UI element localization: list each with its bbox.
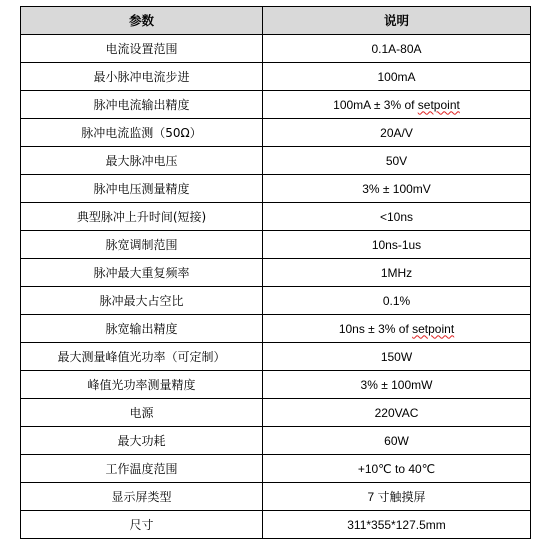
param-cell: 脉冲最大占空比	[21, 287, 263, 315]
desc-cell: 3% ± 100mW	[263, 371, 531, 399]
table-row	[21, 371, 531, 399]
param-cell: 电源	[21, 399, 263, 427]
desc-cell: 7 寸触摸屏	[263, 483, 531, 511]
param-cell: 最大脉冲电压	[21, 147, 263, 175]
table-row	[21, 287, 531, 315]
param-cell: 尺寸	[21, 511, 263, 539]
table-row	[21, 203, 531, 231]
desc-cell: +10℃ to 40℃	[263, 455, 531, 483]
table-row	[21, 511, 531, 539]
desc-cell: 1MHz	[263, 259, 531, 287]
param-cell: 脉冲电压测量精度	[21, 175, 263, 203]
spec-table	[20, 6, 531, 539]
param-cell: 显示屏类型	[21, 483, 263, 511]
spellcheck-word: setpoint	[417, 97, 460, 112]
desc-cell: 3% ± 100mV	[263, 175, 531, 203]
desc-cell: 50V	[263, 147, 531, 175]
table-row	[21, 147, 531, 175]
table-row	[21, 175, 531, 203]
table-row	[21, 63, 531, 91]
desc-cell	[263, 91, 531, 119]
param-cell: 脉冲最大重复频率	[21, 259, 263, 287]
table-row	[21, 259, 531, 287]
param-cell: 脉宽输出精度	[21, 315, 263, 343]
desc-cell: <10ns	[263, 203, 531, 231]
desc-cell: 0.1A-80A	[263, 35, 531, 63]
table-row	[21, 91, 531, 119]
spellcheck-word: setpoint	[412, 321, 455, 336]
param-cell: 工作温度范围	[21, 455, 263, 483]
desc-cell: 100mA	[263, 63, 531, 91]
desc-cell	[263, 315, 531, 343]
table-row	[21, 483, 531, 511]
table-row	[21, 35, 531, 63]
header-param: 参数	[21, 7, 263, 35]
param-cell: 脉宽调制范围	[21, 231, 263, 259]
table-row	[21, 231, 531, 259]
table-header-row	[21, 7, 531, 35]
param-cell: 典型脉冲上升时间(短接)	[21, 203, 263, 231]
desc-cell: 60W	[263, 427, 531, 455]
desc-cell: 10ns-1us	[263, 231, 531, 259]
table-row	[21, 455, 531, 483]
header-desc: 说明	[263, 7, 531, 35]
desc-cell: 220VAC	[263, 399, 531, 427]
table-row	[21, 399, 531, 427]
param-cell: 最小脉冲电流步进	[21, 63, 263, 91]
param-cell: 峰值光功率测量精度	[21, 371, 263, 399]
table-row	[21, 427, 531, 455]
desc-text: 100mA ± 3% of	[333, 97, 418, 112]
desc-cell: 150W	[263, 343, 531, 371]
param-cell: 最大测量峰值光功率（可定制）	[21, 343, 263, 371]
param-cell: 脉冲电流输出精度	[21, 91, 263, 119]
desc-cell: 311*355*127.5mm	[263, 511, 531, 539]
table-row	[21, 119, 531, 147]
param-cell: 最大功耗	[21, 427, 263, 455]
desc-cell: 20A/V	[263, 119, 531, 147]
table-row	[21, 315, 531, 343]
param-cell: 电流设置范围	[21, 35, 263, 63]
param-cell: 脉冲电流监测（50Ω）	[21, 119, 263, 147]
table-row	[21, 343, 531, 371]
desc-text: 10ns ± 3% of	[338, 321, 413, 336]
desc-cell: 0.1%	[263, 287, 531, 315]
